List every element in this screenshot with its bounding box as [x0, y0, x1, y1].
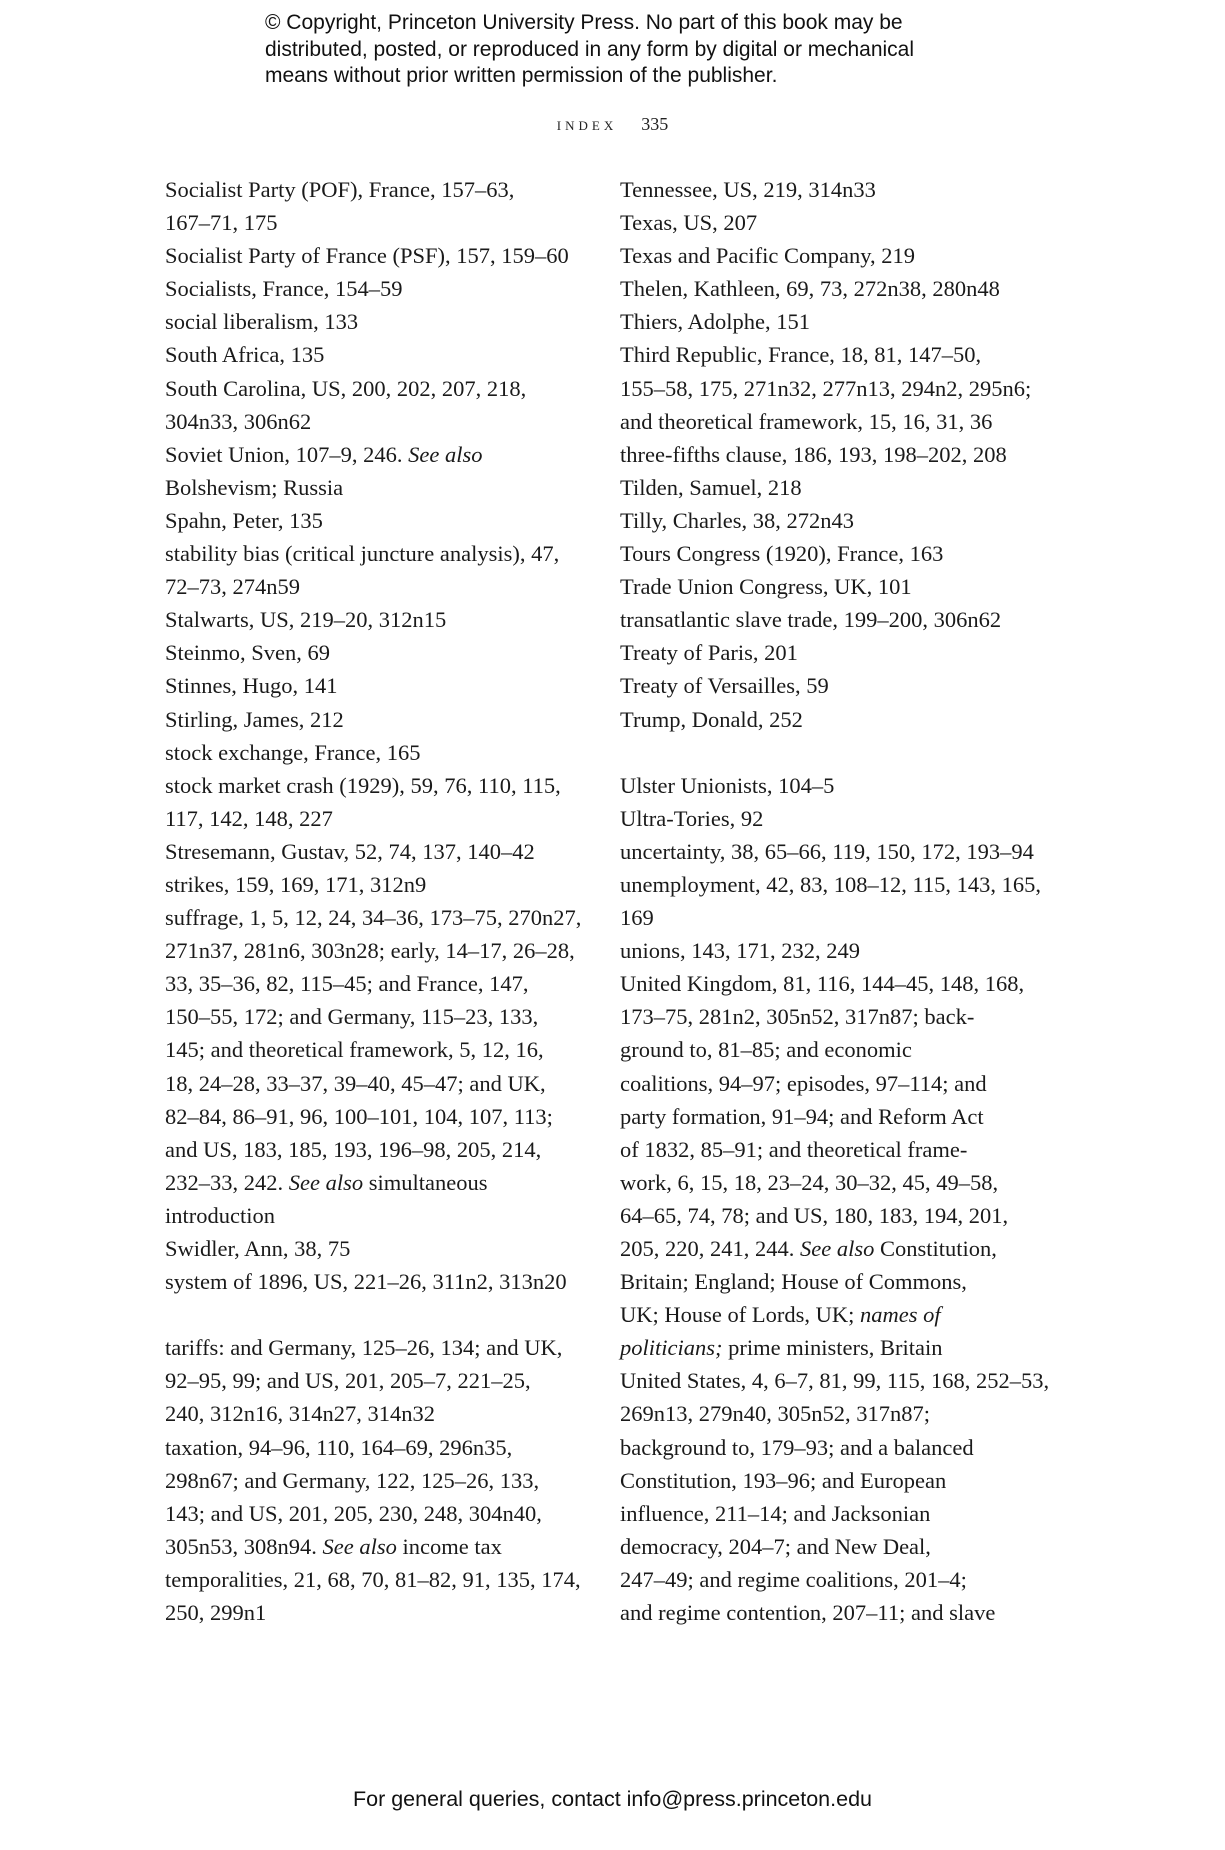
entry-line: stability bias (critical juncture analysis), 47, — [165, 541, 560, 567]
entry-line: 271n37, 281n6, 303n28; early, 14–17, 26–28, — [165, 938, 575, 964]
entry-line: 117, 142, 148, 227 — [165, 805, 333, 831]
entry-line: 167–71, 175 — [165, 210, 278, 236]
index-entry: Texas, US, 207 — [620, 210, 758, 236]
entry-line: 304n33, 306n62 — [165, 408, 312, 434]
index-entry — [620, 967, 1040, 1364]
entry-text: Constitution, — [874, 1236, 997, 1261]
copyright-notice — [265, 10, 1025, 90]
entry-line: 240, 312n16, 314n27, 314n32 — [165, 1401, 435, 1427]
entry-line: and US, 183, 185, 193, 196–98, 205, 214, — [165, 1136, 542, 1162]
index-entry: transatlantic slave trade, 199–200, 306n62 — [620, 607, 1002, 633]
entry-line: coalitions, 94–97; episodes, 97–114; and — [620, 1070, 987, 1096]
entry-line — [165, 438, 585, 471]
entry-line: ground to, 81–85; and economic — [620, 1037, 912, 1063]
entry-line: 143; and US, 201, 205, 230, 248, 304n40, — [165, 1500, 542, 1526]
index-entry: South Africa, 135 — [165, 342, 325, 368]
entry-line: introduction — [165, 1202, 275, 1228]
entry-line: temporalities, 21, 68, 70, 81–82, 91, 135, 174, — [165, 1566, 581, 1592]
index-entry — [165, 173, 585, 239]
see-also-names: politicians; — [620, 1335, 723, 1361]
entry-line: United Kingdom, 81, 116, 144–45, 148, 168, — [620, 971, 1025, 997]
index-entry: Stalwarts, US, 219–20, 312n15 — [165, 607, 447, 633]
index-entry: Ultra-Tories, 92 — [620, 805, 764, 831]
index-entry: Stresemann, Gustav, 52, 74, 137, 140–42 — [165, 838, 535, 864]
index-entry — [165, 901, 585, 1232]
entry-line: 155–58, 175, 271n32, 277n13, 294n2, 295n6; — [620, 375, 1032, 401]
entry-text: 205, 220, 241, 244. — [620, 1236, 800, 1261]
index-entry: uncertainty, 38, 65–66, 119, 150, 172, 193–94 — [620, 838, 1034, 864]
index-entry: Ulster Unionists, 104–5 — [620, 772, 835, 798]
entry-line: 33, 35–36, 82, 115–45; and France, 147, — [165, 971, 529, 997]
index-entry — [620, 1364, 1050, 1629]
copyright-line: distributed, posted, or reproduced in any form by digital or mechanical — [265, 37, 915, 61]
entry-line — [165, 1166, 585, 1199]
see-also: See also — [408, 441, 483, 467]
index-entry: Thiers, Adolphe, 151 — [620, 309, 810, 335]
index-entry: Trade Union Congress, UK, 101 — [620, 574, 912, 600]
see-also: See also — [288, 1169, 364, 1195]
entry-line: 298n67; and Germany, 122, 125–26, 133, — [165, 1467, 540, 1493]
entry-text: prime ministers, Britain — [722, 1335, 943, 1361]
index-entry: Tilden, Samuel, 218 — [620, 474, 802, 500]
index-entry: Swidler, Ann, 38, 75 — [165, 1236, 351, 1261]
running-head — [0, 114, 1225, 135]
entry-line: influence, 211–14; and Jacksonian — [620, 1500, 931, 1526]
entry-text: income tax — [396, 1533, 502, 1559]
entry-line: background to, 179–93; and a balanced — [620, 1434, 974, 1460]
entry-line: 145; and theoretical framework, 5, 12, 16, — [165, 1037, 544, 1063]
entry-line: taxation, 94–96, 110, 164–69, 296n35, — [165, 1434, 513, 1460]
entry-line: and regime contention, 207–11; and slave — [620, 1600, 996, 1626]
entry-line: United States, 4, 6–7, 81, 99, 115, 168, 252–53, — [620, 1368, 1050, 1394]
index-entry — [165, 1331, 585, 1430]
index-entry: Treaty of Versailles, 59 — [620, 673, 829, 699]
entry-text: simultaneous — [363, 1169, 488, 1195]
entry-line: tariffs: and Germany, 125–26, 134; and UK, — [165, 1335, 563, 1361]
copyright-line: means without prior written permission of the publisher. — [265, 64, 778, 87]
letter-gap — [165, 1298, 585, 1331]
entry-line — [620, 1298, 1040, 1331]
index-entry — [165, 769, 585, 835]
index-entry: Stirling, James, 212 — [165, 706, 344, 732]
entry-line — [620, 1232, 1040, 1265]
index-entry: three-fifths clause, 186, 193, 198–202, 208 — [620, 441, 1007, 467]
letter-gap — [620, 736, 1040, 769]
entry-line: suffrage, 1, 5, 12, 24, 34–36, 173–75, 270n27, — [165, 905, 582, 931]
index-entry: Tennessee, US, 219, 314n33 — [620, 177, 876, 202]
page-number: 335 — [641, 114, 669, 134]
entry-line: 92–95, 99; and US, 201, 205–7, 221–25, — [165, 1368, 531, 1394]
index-entry: Steinmo, Sven, 69 — [165, 640, 331, 666]
entry-line: 18, 24–28, 33–37, 39–40, 45–47; and UK, — [165, 1070, 546, 1096]
entry-text: UK; House of Lords, UK; — [620, 1302, 860, 1328]
entry-line: unemployment, 42, 83, 108–12, 115, 143, 165, — [620, 871, 1042, 897]
index-entry — [165, 537, 585, 603]
entry-line: 72–73, 274n59 — [165, 574, 300, 600]
entry-line: South Carolina, US, 200, 202, 207, 218, — [165, 375, 527, 401]
index-entry: Tilly, Charles, 38, 272n43 — [620, 507, 854, 533]
entry-line: 173–75, 281n2, 305n52, 317n87; back- — [620, 1004, 975, 1030]
entry-line — [165, 1530, 585, 1563]
entry-line: 150–55, 172; and Germany, 115–23, 133, — [165, 1004, 539, 1030]
index-column-left — [165, 173, 585, 1629]
entry-line: 250, 299n1 — [165, 1600, 267, 1626]
entry-text: Soviet Union, 107–9, 246. — [165, 441, 409, 467]
index-entry: Trump, Donald, 252 — [620, 706, 803, 732]
index-column-right — [620, 173, 1050, 1629]
entry-line: 82–84, 86–91, 96, 100–101, 104, 107, 113; — [165, 1103, 553, 1129]
index-entry: system of 1896, US, 221–26, 311n2, 313n20 — [165, 1269, 567, 1295]
see-also: See also — [322, 1533, 397, 1559]
index-entry: Socialist Party of France (PSF), 157, 159–60 — [165, 243, 569, 269]
entry-line: Socialist Party (POF), France, 157–63, — [165, 177, 515, 202]
see-also-names: names of — [859, 1302, 941, 1328]
index-entry: unions, 143, 171, 232, 249 — [620, 938, 861, 964]
index-entry: social liberalism, 133 — [165, 309, 359, 335]
entry-line: and theoretical framework, 15, 16, 31, 36 — [620, 408, 993, 434]
footer-contact: For general queries, contact info@press.princeton.edu — [352, 1787, 872, 1811]
entry-line: 247–49; and regime coalitions, 201–4; — [620, 1566, 967, 1592]
index-entry: Stinnes, Hugo, 141 — [165, 673, 338, 699]
index-entry: Tours Congress (1920), France, 163 — [620, 541, 944, 567]
index-entry — [620, 338, 1040, 437]
entry-line: Britain; England; House of Commons, — [620, 1269, 967, 1295]
entry-text: 232–33, 242. — [165, 1169, 289, 1195]
index-entry: stock exchange, France, 165 — [165, 739, 421, 765]
index-entry — [620, 868, 1040, 934]
entry-line: 269n13, 279n40, 305n52, 317n87; — [620, 1401, 931, 1427]
entry-line: party formation, 91–94; and Reform Act — [620, 1103, 984, 1129]
index-entry: Socialists, France, 154–59 — [165, 276, 403, 302]
index-entry — [165, 1431, 585, 1563]
index-entry — [165, 372, 585, 438]
entry-line: work, 6, 15, 18, 23–24, 30–32, 45, 49–58, — [620, 1169, 999, 1195]
entry-text: 305n53, 308n94. — [165, 1533, 323, 1559]
running-head-label: index — [556, 114, 618, 134]
see-also: See also — [800, 1236, 875, 1261]
entry-line: Constitution, 193–96; and European — [620, 1467, 947, 1493]
entry-line: stock market crash (1929), 59, 76, 110, 115, — [165, 772, 561, 798]
copyright-line: © Copyright, Princeton University Press. No part of this book may be — [265, 11, 903, 34]
entry-line: Bolshevism; Russia — [165, 474, 344, 500]
index-entry: strikes, 159, 169, 171, 312n9 — [165, 871, 427, 897]
index-entry: Texas and Pacific Company, 219 — [620, 243, 916, 269]
entry-line: democracy, 204–7; and New Deal, — [620, 1533, 931, 1559]
index-entry: Treaty of Paris, 201 — [620, 640, 798, 666]
index-entry — [165, 1563, 585, 1629]
entry-line — [620, 1331, 1040, 1364]
index-entry — [165, 438, 585, 504]
entry-line: 169 — [620, 905, 654, 931]
entry-line: Third Republic, France, 18, 81, 147–50, — [620, 342, 982, 368]
entry-line: 64–65, 74, 78; and US, 180, 183, 194, 201, — [620, 1202, 1009, 1228]
index-entry: Thelen, Kathleen, 69, 73, 272n38, 280n48 — [620, 276, 1000, 302]
entry-line: of 1832, 85–91; and theoretical frame- — [620, 1136, 968, 1162]
index-entry: Spahn, Peter, 135 — [165, 507, 323, 533]
